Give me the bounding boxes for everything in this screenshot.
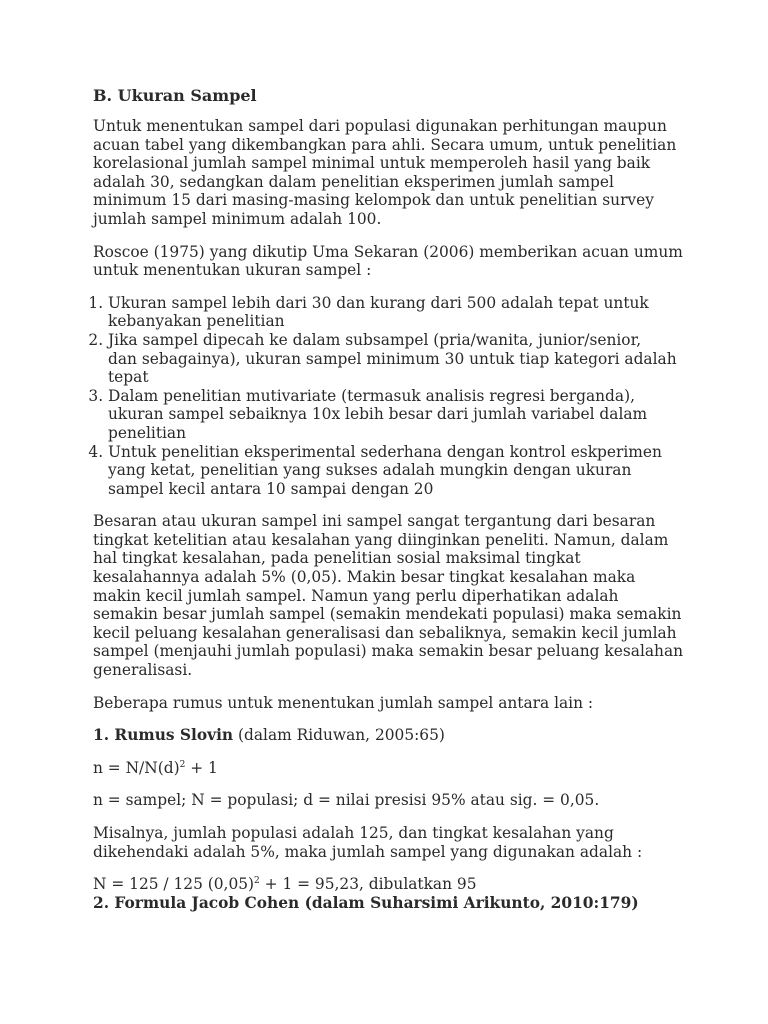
list-item: 1. Ukuran sampel lebih dari 30 dan kurang dari 500 adalah tepat untuk kebanyakan penelitian: [108, 294, 708, 331]
formulas-intro: Beberapa rumus untuk menentukan jumlah sampel antara lain :: [93, 693, 594, 712]
calc-main: N = 125 / 125 (0,05): [93, 875, 255, 894]
slovin-formula: [93, 759, 708, 778]
roscoe-paragraph: Roscoe (1975) yang dikutip Uma Sekaran (2006) memberikan acuan umum untuk menentukan ukuran sampel :: [93, 242, 683, 280]
list-item: 4. Untuk penelitian eksperimental sederhana dengan kontrol eskperimen yang ketat, penelitian yang sukses adalah mungkin dengan ukuran sampel kecil antara 10 sampai dengan 20: [108, 443, 708, 499]
example-calculation: [93, 875, 708, 894]
slovin-formula-main: n = N/N(d): [93, 758, 180, 777]
slovin-title: 1. Rumus Slovin: [93, 726, 234, 745]
section-title: B. Ukuran Sampel: [93, 86, 257, 105]
slovin-formula-exponent: 2: [179, 759, 186, 770]
slovin-source: (dalam Riduwan, 2005:65): [233, 726, 445, 745]
example-paragraph: Misalnya, jumlah populasi adalah 125, dan tingkat kesalahan yang dikehendaki adalah 5%, maka jumlah sampel yang digunakan adalah :: [93, 824, 643, 861]
calc-exponent: 2: [254, 876, 260, 887]
slovin-formula-tail: + 1: [185, 758, 218, 777]
error-level-paragraph: Besaran atau ukuran sampel ini sampel sangat tergantung dari besaran tingkat ketelitian atau kesalahan yang diinginkan peneliti. Namun, dalam hal tingkat kesalahan, pada penelitian sosial maksimal tingkat kesalahannya adalah 5% (0,05). Makin besar tingkat kesalahan maka makin kecil jumlah sampel. Namun yang perlu diperhatikan adalah semakin besar jumlah sampel (semakin mendekati populasi) maka semakin kecil peluang kesalahan generalisasi dan sebaliknya, semakin kecil jumlah sampel (menjauhi jumlah populasi) maka semakin besar peluang kesalahan generalisasi.: [93, 512, 684, 680]
cohen-heading: 2. Formula Jacob Cohen (dalam Suharsimi Arikunto, 2010:179): [93, 893, 639, 912]
roscoe-list: [93, 294, 708, 499]
intro-paragraph: Untuk menentukan sampel dari populasi digunakan perhitungan maupun acuan tabel yang dikembangkan para ahli. Secara umum, untuk penelitian korelasional jumlah sampel minimal untuk memperoleh hasil yang baik adalah 30, sedangkan dalam penelitian eksperimen jumlah sampel minimum 15 dari masing-masing kelompok dan untuk penelitian survey jumlah sampel minimum adalah 100.: [93, 117, 677, 228]
list-item: 2. Jika sampel dipecah ke dalam subsampel (pria/wanita, junior/senior, dan sebagainya), ukuran sampel minimum 30 untuk tiap kategori adalah tepat: [108, 331, 708, 387]
slovin-heading: [93, 726, 708, 745]
slovin-legend: n = sampel; N = populasi; d = nilai presisi 95% atau sig. = 0,05.: [93, 791, 600, 810]
calc-tail: + 1 = 95,23, dibulatkan 95: [259, 875, 477, 894]
list-item: 3. Dalam penelitian mutivariate (termasuk analisis regresi berganda), ukuran sampel sebaiknya 10x lebih besar dari jumlah variabel dalam penelitian: [108, 387, 708, 443]
